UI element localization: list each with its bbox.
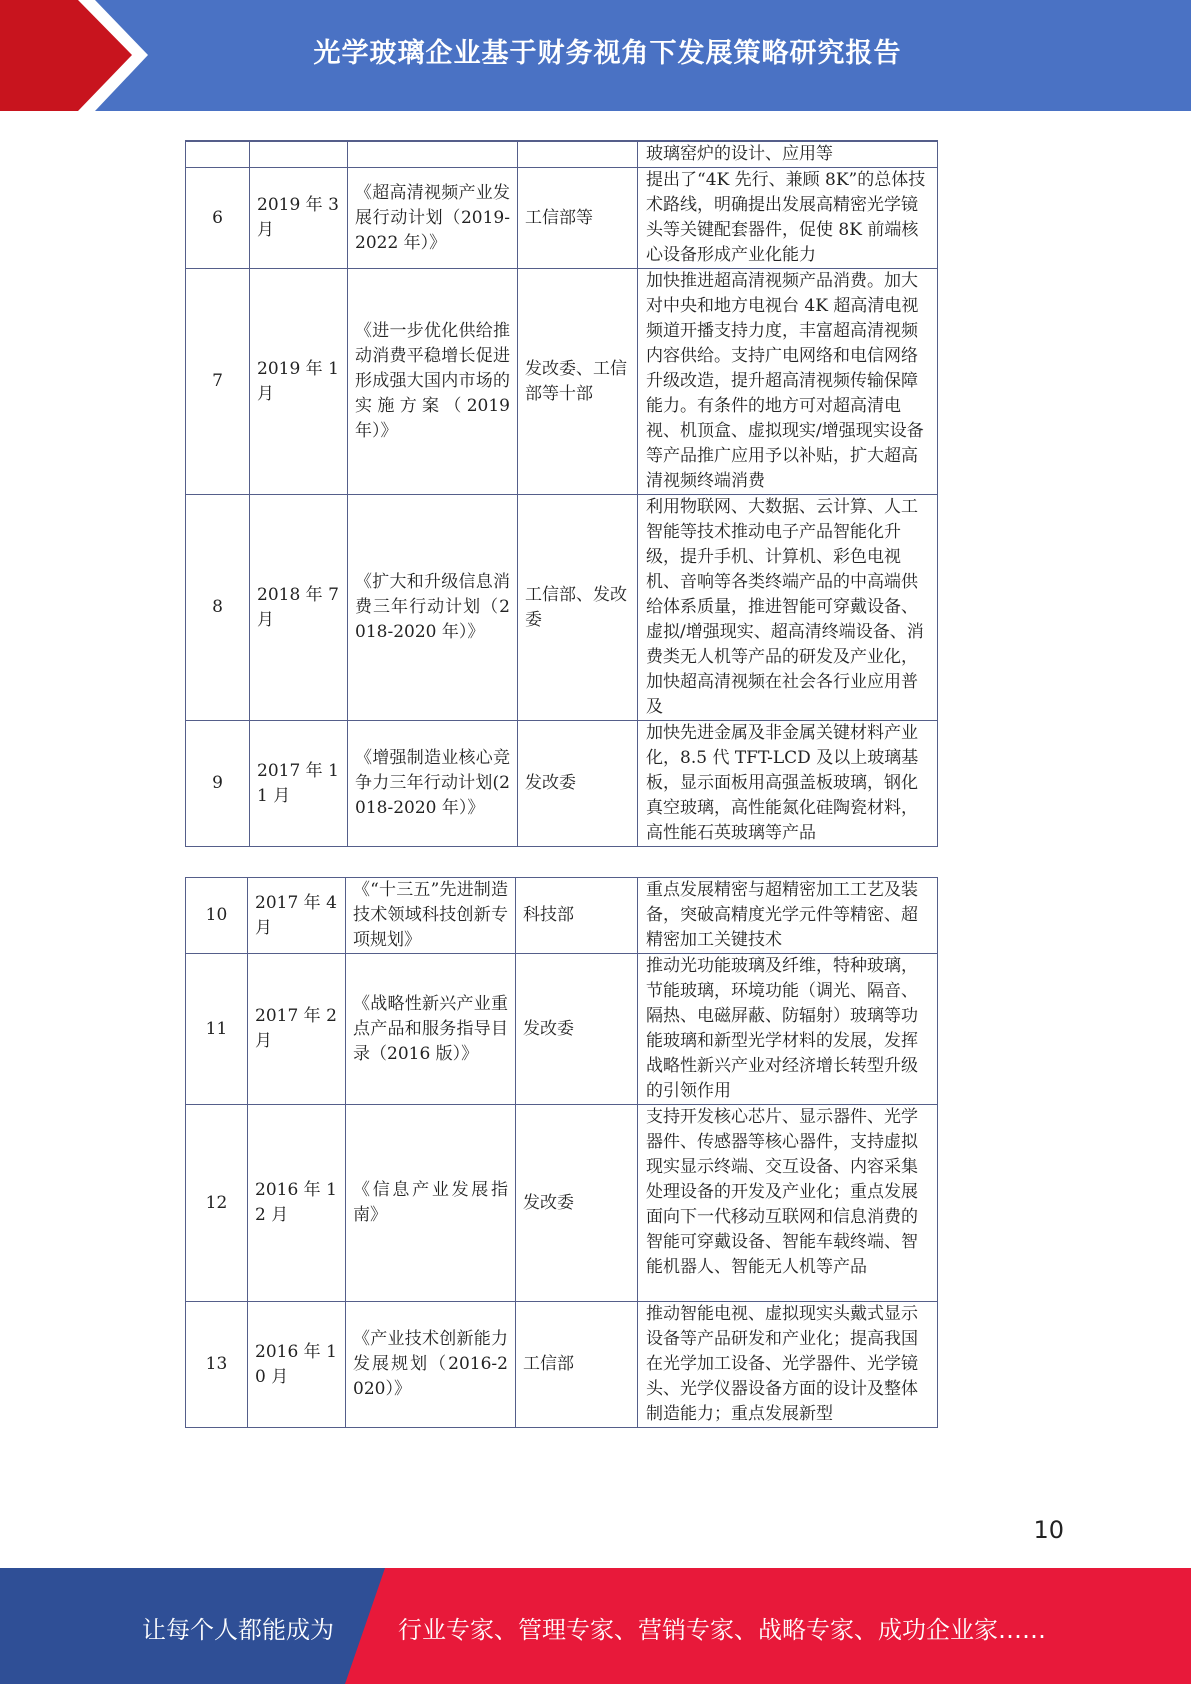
cell-content: 玻璃窑炉的设计、应用等 xyxy=(638,141,938,168)
cell-number: 11 xyxy=(186,954,248,1105)
cell-policy-title: 《“十三五”先进制造技术领域科技创新专项规划》 xyxy=(346,878,516,954)
cell-department: 发改委、工信部等十部 xyxy=(518,269,638,495)
page-number: 10 xyxy=(1033,1516,1064,1544)
cell-policy-title: 《产业技术创新能力发展规划（2016-2020）》 xyxy=(346,1302,516,1428)
cell-content: 加快推进超高清视频产品消费。加大对中央和地方电视台 4K 超高清电视频道开播支持力度，丰富超高清视频内容供给。支持广电网络和电信网络升级改造，提升超高清视频传输保障能力。有条件的地方可对超高清电视、机顶盒、虚拟现实/增强现实设备等产品推广应用予以补贴，扩大超高清视频终端消费 xyxy=(638,269,938,495)
footer-slogan-right: 行业专家、管理专家、营销专家、战略专家、成功企业家…… xyxy=(398,1616,1046,1644)
cell-content: 提出了“4K 先行、兼顾 8K”的总体技术路线，明确提出发展高精密光学镜头等关键配套器件，促使 8K 前端核心设备形成产业化能力 xyxy=(638,168,938,269)
policy-table-continued xyxy=(185,140,938,847)
cell-date: 2017 年 11 月 xyxy=(250,721,348,847)
cell-date: 2019 年 3 月 xyxy=(250,168,348,269)
cell-number: 13 xyxy=(186,1302,248,1428)
page-header xyxy=(0,0,1191,111)
cell-number: 6 xyxy=(186,168,250,269)
cell-date: 2016 年 12 月 xyxy=(248,1105,346,1302)
cell-content: 推动光功能玻璃及纤维，特种玻璃，节能玻璃，环境功能（调光、隔音、隔热、电磁屏蔽、防辐射）玻璃等功能玻璃和新型光学材料的发展，发挥战略性新兴产业对经济增长转型升级的引领作用 xyxy=(638,954,938,1105)
cell-number: 8 xyxy=(186,495,250,721)
footer-slogan-left: 让每个人都能成为 xyxy=(142,1616,334,1644)
cell-number: 12 xyxy=(186,1105,248,1302)
report-title: 光学玻璃企业基于财务视角下发展策略研究报告 xyxy=(313,37,902,69)
cell-content: 加快先进金属及非金属关键材料产业化，8.5 代 TFT-LCD 及以上玻璃基板，显示面板用高强盖板玻璃，钢化真空玻璃，高性能氮化硅陶瓷材料，高性能石英玻璃等产品 xyxy=(638,721,938,847)
cell-empty xyxy=(348,141,518,168)
cell-date: 2018 年 7 月 xyxy=(250,495,348,721)
cell-content: 重点发展精密与超精密加工工艺及装备，突破高精度光学元件等精密、超精密加工关键技术 xyxy=(638,878,938,954)
cell-department: 工信部 xyxy=(516,1302,638,1428)
cell-content: 支持开发核心芯片、显示器件、光学器件、传感器等核心器件，支持虚拟现实显示终端、交互设备、内容采集处理设备的开发及产业化；重点发展面向下一代移动互联网和信息消费的智能可穿戴设备、智能车载终端、智能机器人、智能无人机等产品 xyxy=(638,1105,938,1302)
cell-number: 9 xyxy=(186,721,250,847)
cell-policy-title: 《扩大和升级信息消费三年行动计划（2018-2020 年）》 xyxy=(348,495,518,721)
cell-date: 2016 年 10 月 xyxy=(248,1302,346,1428)
cell-empty xyxy=(186,141,250,168)
cell-department: 发改委 xyxy=(516,1105,638,1302)
table-row xyxy=(186,1105,938,1302)
table-row xyxy=(186,721,938,847)
cell-content: 推动智能电视、虚拟现实头戴式显示设备等产品研发和产业化；提高我国在光学加工设备、光学器件、光学镜头、光学仪器设备方面的设计及整体制造能力；重点发展新型 xyxy=(638,1302,938,1428)
table-row xyxy=(186,878,938,954)
cell-content: 利用物联网、大数据、云计算、人工智能等技术推动电子产品智能化升级，提升手机、计算机、彩色电视机、音响等各类终端产品的中高端供给体系质量，推进智能可穿戴设备、虚拟/增强现实、超高清终端设备、消费类无人机等产品的研发及产业化，加快超高清视频在社会各行业应用普及 xyxy=(638,495,938,721)
cell-date: 2017 年 4 月 xyxy=(248,878,346,954)
cell-department: 发改委 xyxy=(518,721,638,847)
policy-table-second xyxy=(185,877,938,1428)
cell-number: 7 xyxy=(186,269,250,495)
cell-department: 科技部 xyxy=(516,878,638,954)
cell-policy-title: 《信息产业发展指南》 xyxy=(346,1105,516,1302)
cell-number: 10 xyxy=(186,878,248,954)
table-row xyxy=(186,1302,938,1428)
cell-empty xyxy=(250,141,348,168)
cell-department: 工信部、发改委 xyxy=(518,495,638,721)
cell-date: 2017 年 2 月 xyxy=(248,954,346,1105)
table-row xyxy=(186,495,938,721)
cell-policy-title: 《增强制造业核心竞争力三年行动计划(2018-2020 年）》 xyxy=(348,721,518,847)
cell-policy-title: 《进一步优化供给推动消费平稳增长促进形成强大国内市场的实施方案（2019 年）》 xyxy=(348,269,518,495)
table-row xyxy=(186,168,938,269)
cell-date: 2019 年 1 月 xyxy=(250,269,348,495)
table-row xyxy=(186,269,938,495)
table-row xyxy=(186,954,938,1105)
cell-department: 工信部等 xyxy=(518,168,638,269)
cell-policy-title: 《战略性新兴产业重点产品和服务指导目录（2016 版）》 xyxy=(346,954,516,1105)
table-row-continuation xyxy=(186,141,938,168)
cell-policy-title: 《超高清视频产业发展行动计划（2019-2022 年）》 xyxy=(348,168,518,269)
cell-empty xyxy=(518,141,638,168)
cell-department: 发改委 xyxy=(516,954,638,1105)
